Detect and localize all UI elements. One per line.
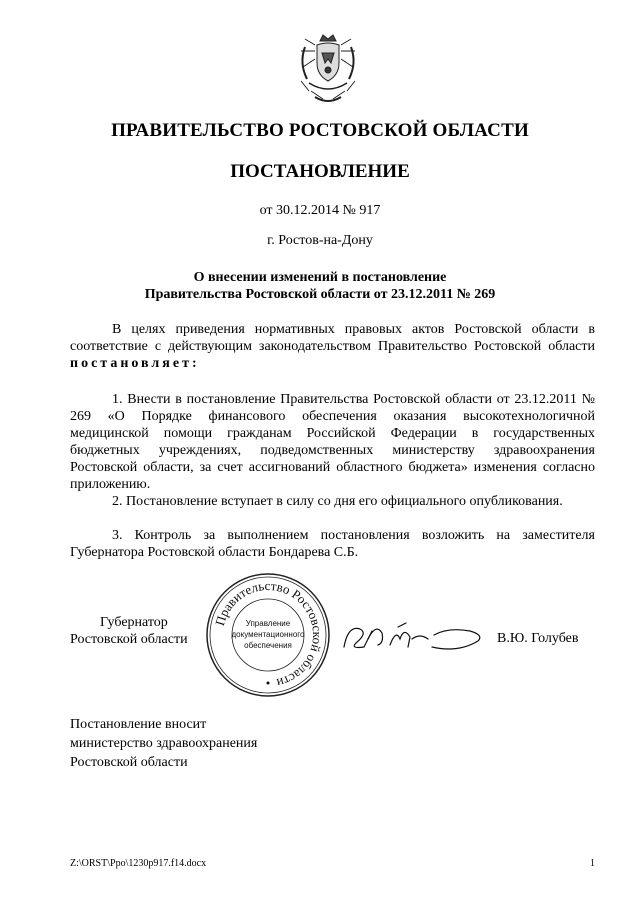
intro-paragraph (70, 321, 595, 372)
introduced-by-line-1: Постановление вносит (70, 717, 207, 732)
signatory-position (70, 614, 188, 648)
stamp-outer-text: Правительство Ростовской области (212, 577, 326, 692)
document-subject (0, 269, 640, 303)
document-city: г. Ростов-на-Дону (267, 233, 373, 248)
official-stamp (203, 570, 333, 700)
introduced-by-line-2: министерство здравоохранения (70, 736, 258, 751)
organization-title: ПРАВИТЕЛЬСТВО РОСТОВСКОЙ ОБЛАСТИ (111, 120, 529, 141)
file-path: Z:\ORST\Ppo\1230p917.f14.docx (70, 858, 207, 869)
introduced-by-line-3: Ростовской области (70, 755, 188, 770)
document-type-title: ПОСТАНОВЛЕНИЕ (230, 161, 410, 182)
subject-line-2: Правительства Ростовской области от 23.12.2011 № 269 (144, 287, 496, 302)
handwritten-signature (338, 617, 483, 657)
item-3-paragraph: 3. Контроль за выполнением постановления возложить на заместителя Губернатора Ростовской области Бондарева С.Б. (70, 528, 595, 560)
document-date-number: от 30.12.2014 № 917 (259, 203, 381, 218)
intro-text: В целях приведения нормативных правовых актов Ростовской области в соответствие с действующим законодательством Правительство Ростовской области (70, 322, 595, 354)
signatory-name: В.Ю. Голубев (497, 631, 579, 646)
stamp-inner-line-2: документационного (231, 630, 305, 639)
position-line-1: Губернатор (100, 615, 168, 630)
page-number: 1 (590, 858, 595, 869)
position-line-2: Ростовской области (70, 632, 188, 647)
decree-word: постановляет: (70, 356, 200, 371)
item-1-paragraph: 1. Внести в постановление Правительства Ростовской области от 23.12.2011 № 269 «О Порядке финансового обеспечения оказания высокотехнологичной медицинской помощи гражданам Российской Федерации в государственных бюджетных учреждениях, подведомственных министерству здравоохранения Ростовской области, за счет ассигнований областного бюджета» изменения согласно приложению. (70, 392, 595, 492)
coat-of-arms-emblem (293, 33, 363, 107)
item-2-paragraph: 2. Постановление вступает в силу со дня его официального опубликования. (112, 494, 563, 509)
stamp-inner-line-3: обеспечения (244, 641, 292, 650)
subject-line-1: О внесении изменений в постановление (193, 270, 447, 285)
stamp-inner-line-1: Управление (245, 619, 291, 628)
introduced-by-note (70, 715, 257, 772)
